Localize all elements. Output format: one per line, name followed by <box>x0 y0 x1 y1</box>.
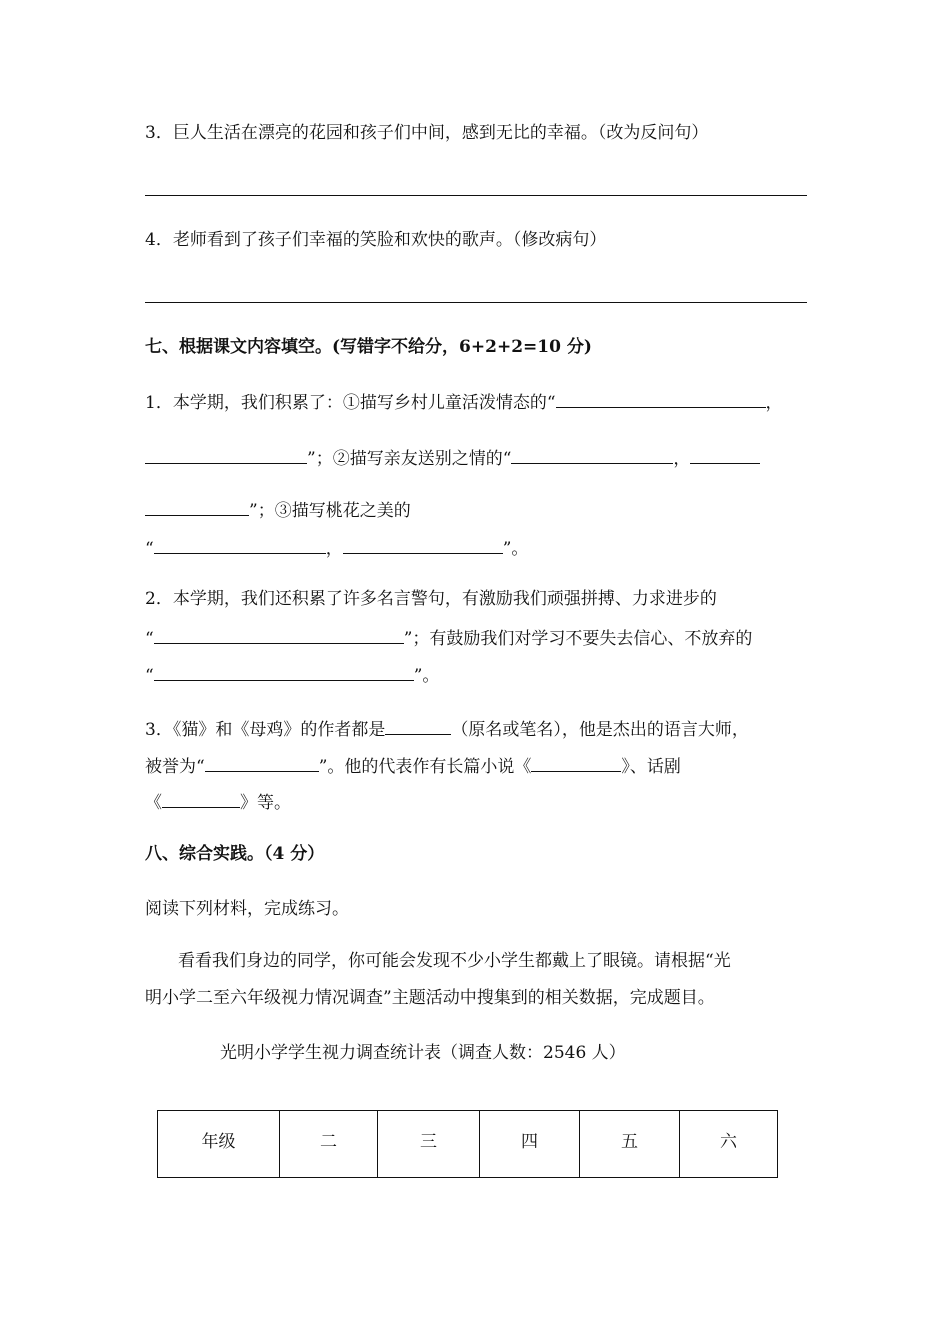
section-7-heading: 七、根据课文内容填空。(写错字不给分，6+2+2=10 分) <box>145 337 592 357</box>
blank-7-1-a[interactable] <box>556 389 766 408</box>
q7-2-close-quote: ”。 <box>413 666 440 686</box>
blank-7-1-e[interactable] <box>154 535 326 554</box>
question-7-2-line3 <box>145 662 439 687</box>
section-8-intro: 阅读下列材料，完成练习。 <box>145 899 349 919</box>
blank-7-1-d[interactable] <box>690 445 760 464</box>
blank-7-3-title[interactable] <box>205 753 319 772</box>
q7-1-close-quote: ”。 <box>502 539 529 559</box>
q7-1-comma: ， <box>765 393 783 413</box>
q7-3-text-a: 3．《猫》和《母鸡》的作者都是 <box>145 720 386 740</box>
vision-survey-table <box>157 1110 778 1178</box>
blank-7-3-play[interactable] <box>162 789 240 808</box>
question-7-3-line1 <box>145 716 749 741</box>
question-7-1-line2 <box>145 445 760 470</box>
question-7-1-line4 <box>145 535 528 560</box>
blank-7-1-d-cont[interactable] <box>145 497 249 516</box>
table-header-row <box>158 1111 778 1178</box>
question-7-2-line1: 2．本学期，我们还积累了许多名言警句，有激励我们顽强拼搏、力求进步的 <box>145 589 717 609</box>
q7-1-comma-3: ， <box>325 539 343 559</box>
q7-3-text-b: （原名或笔名），他是杰出的语言大师， <box>451 720 749 740</box>
blank-7-2-a[interactable] <box>154 625 404 644</box>
question-6-3: 3．巨人生活在漂亮的花园和孩子们中间，感到无比的幸福。（改为反问句） <box>145 123 709 143</box>
blank-7-1-b[interactable] <box>145 445 307 464</box>
table-header-cell: 二 <box>280 1111 378 1178</box>
q7-1-text-c: ”；③描写桃花之美的 <box>249 501 411 521</box>
q7-2-text-b: ”；有鼓励我们对学习不要失去信心、不放弃的 <box>403 629 753 649</box>
q7-3-text-f: 《 <box>145 793 162 813</box>
table-header-cell: 五 <box>580 1111 680 1178</box>
q7-3-text-d: ”。他的代表作有长篇小说《 <box>318 757 532 777</box>
answer-line-6-3 <box>145 195 807 196</box>
table-header-cell: 年级 <box>158 1111 280 1178</box>
q7-1-comma-2: ， <box>673 449 691 469</box>
q7-2-open-quote-2: “ <box>145 666 154 686</box>
blank-7-1-c[interactable] <box>511 445 673 464</box>
blank-7-1-f[interactable] <box>343 535 503 554</box>
q7-3-text-g: 》等。 <box>240 793 291 813</box>
table-header-cell: 三 <box>378 1111 480 1178</box>
table-header-cell: 四 <box>480 1111 580 1178</box>
question-7-2-line2 <box>145 625 752 650</box>
q7-2-open-quote: “ <box>145 629 154 649</box>
section-8-paragraph-line1: 看看我们身边的同学，你可能会发现不少小学生都戴上了眼镜。请根据“光 <box>178 951 731 971</box>
table-header-cell: 六 <box>680 1111 778 1178</box>
question-7-1-line1 <box>145 389 783 414</box>
question-7-3-line3 <box>145 789 291 814</box>
question-7-3-line2 <box>145 753 681 778</box>
answer-line-6-4 <box>145 302 807 303</box>
q7-3-text-c: 被誉为“ <box>145 757 205 777</box>
q7-1-text-b: ”；②描写亲友送别之情的“ <box>307 449 512 469</box>
question-6-4: 4．老师看到了孩子们幸福的笑脸和欢快的歌声。（修改病句） <box>145 230 607 250</box>
blank-7-3-novel[interactable] <box>531 753 621 772</box>
section-8-heading: 八、综合实践。（4 分） <box>145 844 325 864</box>
blank-7-2-b[interactable] <box>154 662 414 681</box>
blank-7-3-author[interactable] <box>385 716 451 735</box>
section-8-paragraph-line2: 明小学二至六年级视力情况调查”主题活动中搜集到的相关数据，完成题目。 <box>145 988 715 1008</box>
q7-3-text-e: 》、话剧 <box>621 757 681 777</box>
q7-1-open-quote: “ <box>145 539 154 559</box>
question-7-1-line3 <box>145 497 411 522</box>
table-title: 光明小学学生视力调查统计表（调查人数：2546 人） <box>220 1043 626 1063</box>
q7-1-text-a: 1．本学期，我们积累了：①描写乡村儿童活泼情态的“ <box>145 393 556 413</box>
